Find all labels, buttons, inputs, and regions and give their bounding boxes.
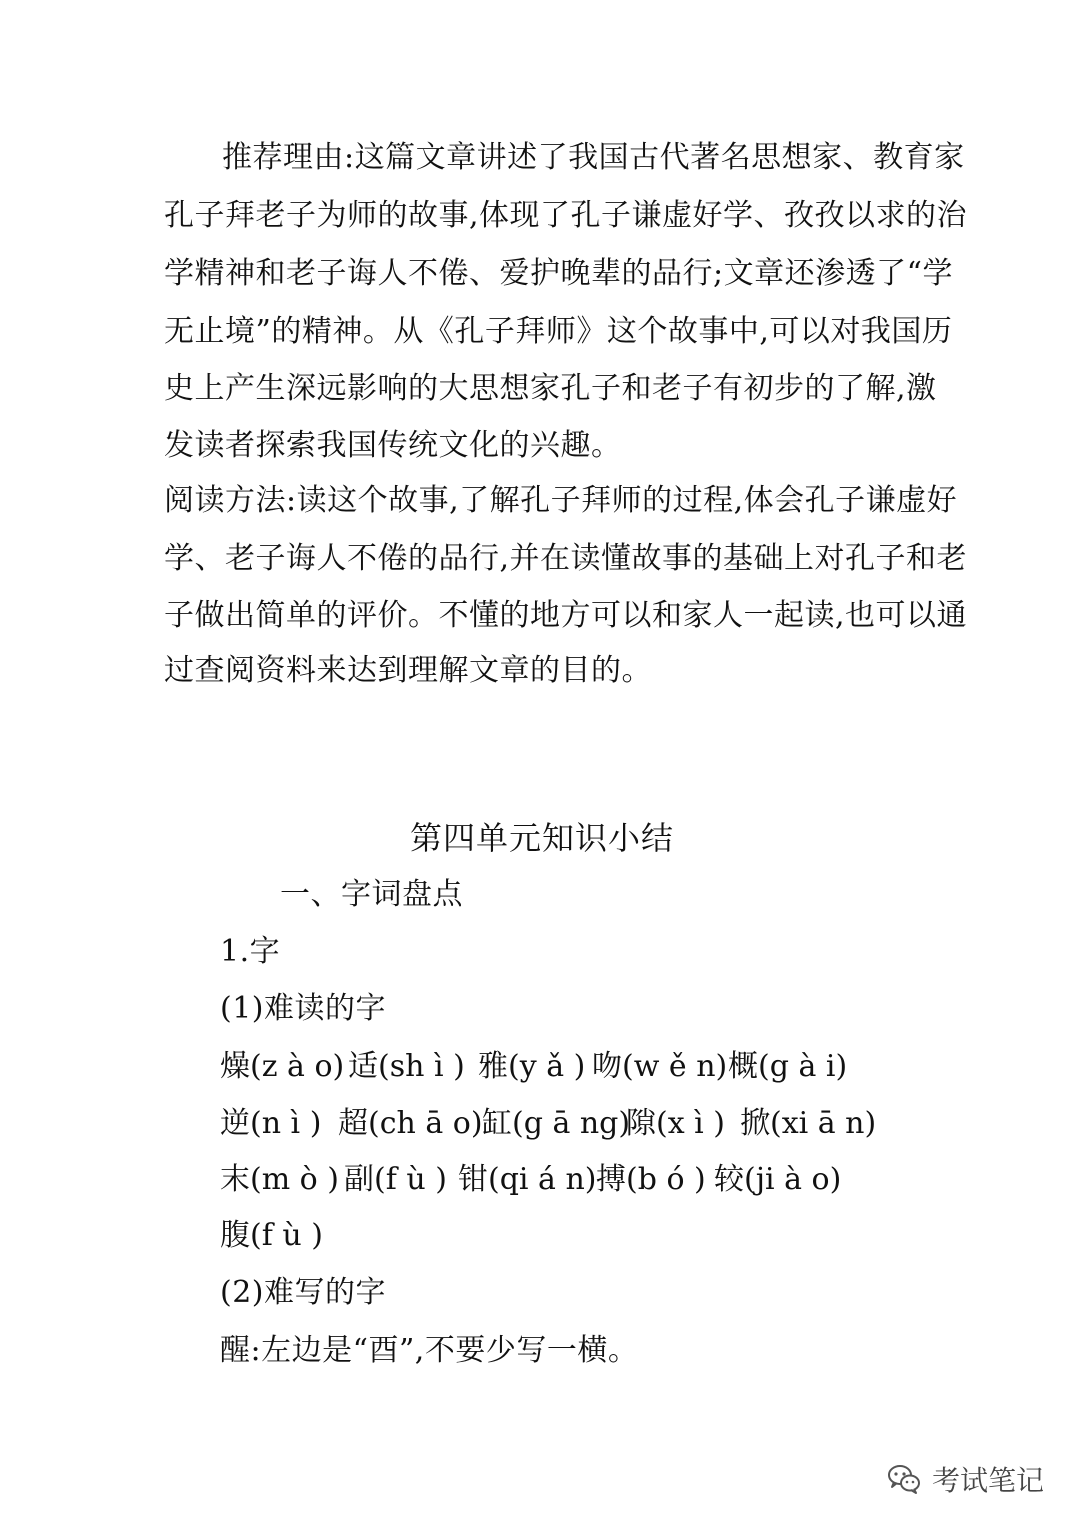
hard-to-write-note: 醒:左边是“酉”,不要少写一横。 bbox=[220, 1333, 639, 1368]
character-entry: 钳(qi á n) bbox=[458, 1162, 597, 1197]
watermark bbox=[886, 1457, 1044, 1501]
character-entry: 副(f ù ) bbox=[344, 1162, 447, 1197]
character-entry: 吻(w ě n) bbox=[592, 1049, 728, 1084]
hard-to-write-heading: (2)难写的字 bbox=[220, 1275, 386, 1310]
character-entry: 较(ji à o) bbox=[714, 1162, 842, 1197]
reading-method-line: 阅读方法:读这个故事,了解孔子拜师的过程,体会孔子谦虚好 bbox=[164, 483, 958, 518]
wechat-icon bbox=[886, 1461, 922, 1497]
subsection-heading: 1.字 bbox=[220, 934, 281, 969]
unit-summary-title: 第四单元知识小结 bbox=[410, 819, 675, 857]
character-entry: 隙(x ì ) bbox=[626, 1106, 725, 1141]
character-entry: 搏(b ó ) bbox=[596, 1162, 706, 1197]
recommendation-line: 史上产生深远影响的大思想家孔子和老子有初步的了解,激 bbox=[164, 371, 937, 406]
reading-method-line: 过查阅资料来达到理解文章的目的。 bbox=[164, 653, 652, 688]
recommendation-line: 无止境”的精神。从《孔子拜师》这个故事中,可以对我国历 bbox=[164, 314, 953, 349]
watermark-text: 考试笔记 bbox=[931, 1464, 1044, 1497]
section-heading: 一、字词盘点 bbox=[280, 877, 463, 912]
character-entry: 燥(z à o) bbox=[220, 1049, 345, 1084]
recommendation-line: 发读者探索我国传统文化的兴趣。 bbox=[164, 428, 622, 463]
character-entry: 超(ch ā o) bbox=[338, 1106, 483, 1141]
reading-method-line: 子做出简单的评价。不懂的地方可以和家人一起读,也可以通 bbox=[164, 598, 968, 633]
recommendation-line: 推荐理由:这篇文章讲述了我国古代著名思想家、教育家 bbox=[222, 140, 965, 175]
character-entry: 概(g à i) bbox=[728, 1049, 848, 1084]
character-entry: 掀(xi ā n) bbox=[740, 1106, 877, 1141]
recommendation-line: 孔子拜老子为师的故事,体现了孔子谦虚好学、孜孜以求的治 bbox=[164, 198, 968, 233]
character-entry: 末(m ò ) bbox=[220, 1162, 339, 1197]
character-entry: 逆(n ì ) bbox=[220, 1106, 322, 1141]
recommendation-line: 学精神和老子诲人不倦、爱护晚辈的品行;文章还渗透了“学 bbox=[164, 256, 953, 291]
character-entry: 腹(f ù ) bbox=[220, 1218, 323, 1253]
character-entry: 缸(g ā ng) bbox=[482, 1106, 631, 1141]
character-entry: 雅(y ǎ ) bbox=[478, 1049, 586, 1084]
character-entry: 适(sh ì ) bbox=[348, 1049, 465, 1084]
hard-to-read-heading: (1)难读的字 bbox=[220, 991, 386, 1026]
reading-method-line: 学、老子诲人不倦的品行,并在读懂故事的基础上对孔子和老 bbox=[164, 541, 968, 576]
